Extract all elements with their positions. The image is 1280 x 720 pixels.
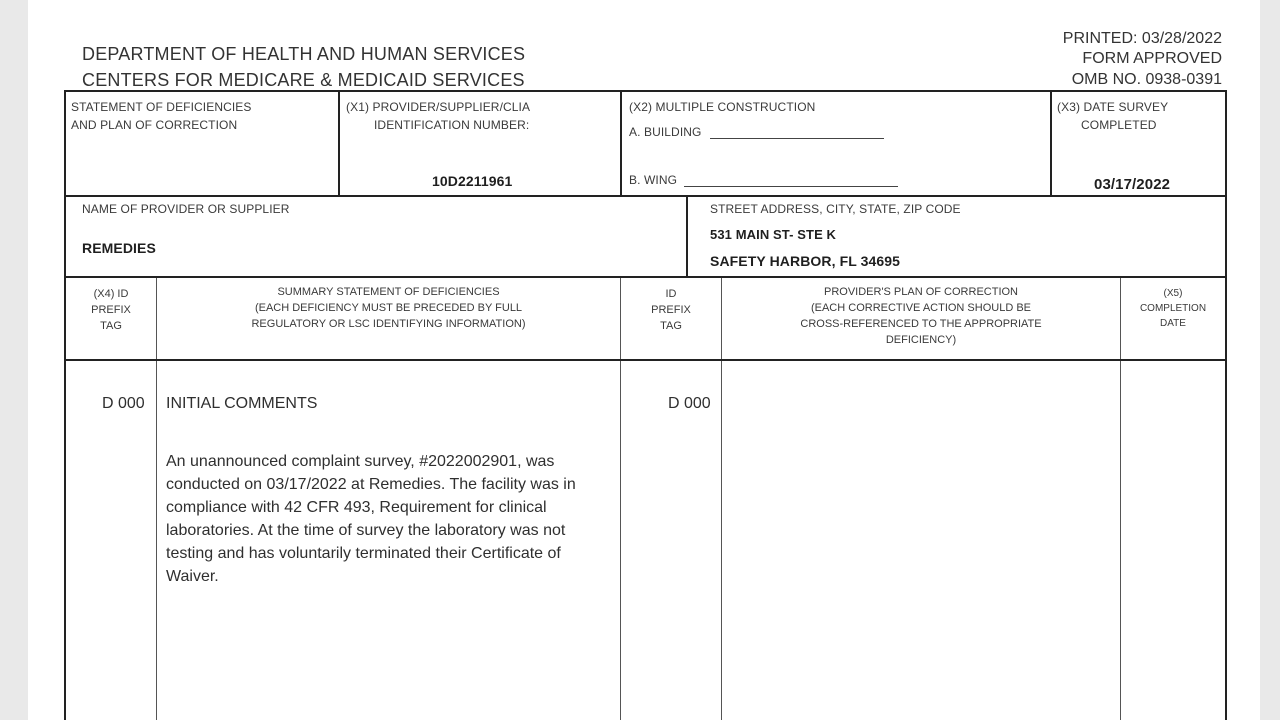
x5-header	[1121, 286, 1225, 331]
summary-header-line: SUMMARY STATEMENT OF DEFICIENCIES	[277, 286, 500, 298]
x4-header	[66, 286, 156, 334]
x3-label-2: COMPLETED	[1081, 118, 1157, 132]
statement-label-2: AND PLAN OF CORRECTION	[71, 118, 238, 132]
x5-header-line: DATE	[1160, 318, 1186, 329]
printed-date: PRINTED: 03/28/2022	[1062, 30, 1222, 47]
form-approved: FORM APPROVED	[1082, 50, 1222, 67]
omb-number: OMB NO. 0938-0391	[1071, 71, 1222, 88]
table-top-border	[64, 90, 1227, 92]
statement-label: STATEMENT OF DEFICIENCIES	[71, 100, 252, 114]
divider-x2	[620, 90, 622, 196]
plan-header-line: PROVIDER'S PLAN OF CORRECTION	[823, 286, 1018, 298]
id-header-line: PREFIX	[651, 304, 691, 316]
x1-label-2: IDENTIFICATION NUMBER:	[374, 118, 530, 132]
agency-name: DEPARTMENT OF HEALTH AND HUMAN SERVICES	[82, 44, 526, 64]
x3-label: (X3) DATE SURVEY	[1057, 100, 1169, 114]
id-prefix-tag-right: D 000	[668, 395, 711, 412]
wing-blank	[684, 186, 898, 187]
address-street: 531 MAIN ST- STE K	[710, 227, 837, 242]
clia-number: 10D2211961	[432, 173, 513, 189]
x2-building-label: A. BUILDING	[629, 125, 702, 139]
plan-header-line: DEFICIENCY)	[885, 334, 957, 346]
id-prefix-tag-left: D 000	[102, 395, 145, 412]
plan-header-line: (EACH CORRECTIVE ACTION SHOULD BE	[810, 302, 1032, 314]
column-header-bottom-border	[64, 359, 1227, 361]
entry-text: An unannounced complaint survey, #2022002901, was conducted on 03/17/2022 at Remedies. The facility was in compliance with 42 CFR 493, Requirement for clinical laboratories. At the time of survey the laboratory was not testing and has voluntarily terminated their Certificate of Waiver.	[166, 453, 576, 585]
table-right-border	[1225, 90, 1227, 720]
id-header	[621, 286, 721, 334]
summary-header-line: REGULATORY OR LSC IDENTIFYING INFORMATION)	[251, 318, 526, 330]
form-page	[28, 0, 1260, 720]
x2-wing-label: B. WING	[629, 173, 678, 187]
row1-bottom-border	[64, 195, 1227, 197]
divider-address	[686, 195, 688, 277]
provider-name: REMEDIES	[82, 240, 156, 256]
divider-x1	[338, 90, 340, 196]
x4-header-line: (X4) ID	[93, 288, 129, 300]
address-label: STREET ADDRESS, CITY, STATE, ZIP CODE	[710, 202, 961, 216]
x5-header-line: COMPLETION	[1139, 303, 1207, 314]
plan-header-line: CROSS-REFERENCED TO THE APPROPRIATE	[800, 318, 1042, 330]
divider-x3	[1050, 90, 1052, 196]
summary-header	[157, 284, 620, 332]
row2-bottom-border	[64, 276, 1227, 278]
x5-header-line: (X5)	[1163, 288, 1183, 299]
building-blank	[710, 138, 884, 139]
address-city: SAFETY HARBOR, FL 34695	[710, 253, 901, 269]
plan-header	[722, 284, 1120, 348]
x4-header-line: TAG	[100, 320, 122, 332]
x2-label: (X2) MULTIPLE CONSTRUCTION	[629, 100, 816, 114]
x1-label: (X1) PROVIDER/SUPPLIER/CLIA	[346, 100, 531, 114]
col-divider-2	[620, 278, 621, 720]
col-divider-4	[1120, 278, 1121, 720]
table-left-border	[64, 90, 66, 720]
id-header-line: ID	[665, 288, 677, 300]
x4-header-line: PREFIX	[91, 304, 131, 316]
agency-subname: CENTERS FOR MEDICARE & MEDICAID SERVICES	[82, 70, 525, 90]
id-header-line: TAG	[660, 320, 682, 332]
col-divider-1	[156, 278, 157, 720]
entry-title: INITIAL COMMENTS	[166, 395, 318, 412]
summary-header-line: (EACH DEFICIENCY MUST BE PRECEDED BY FULL	[254, 302, 523, 314]
survey-date: 03/17/2022	[1094, 176, 1171, 193]
provider-name-label: NAME OF PROVIDER OR SUPPLIER	[82, 202, 290, 216]
